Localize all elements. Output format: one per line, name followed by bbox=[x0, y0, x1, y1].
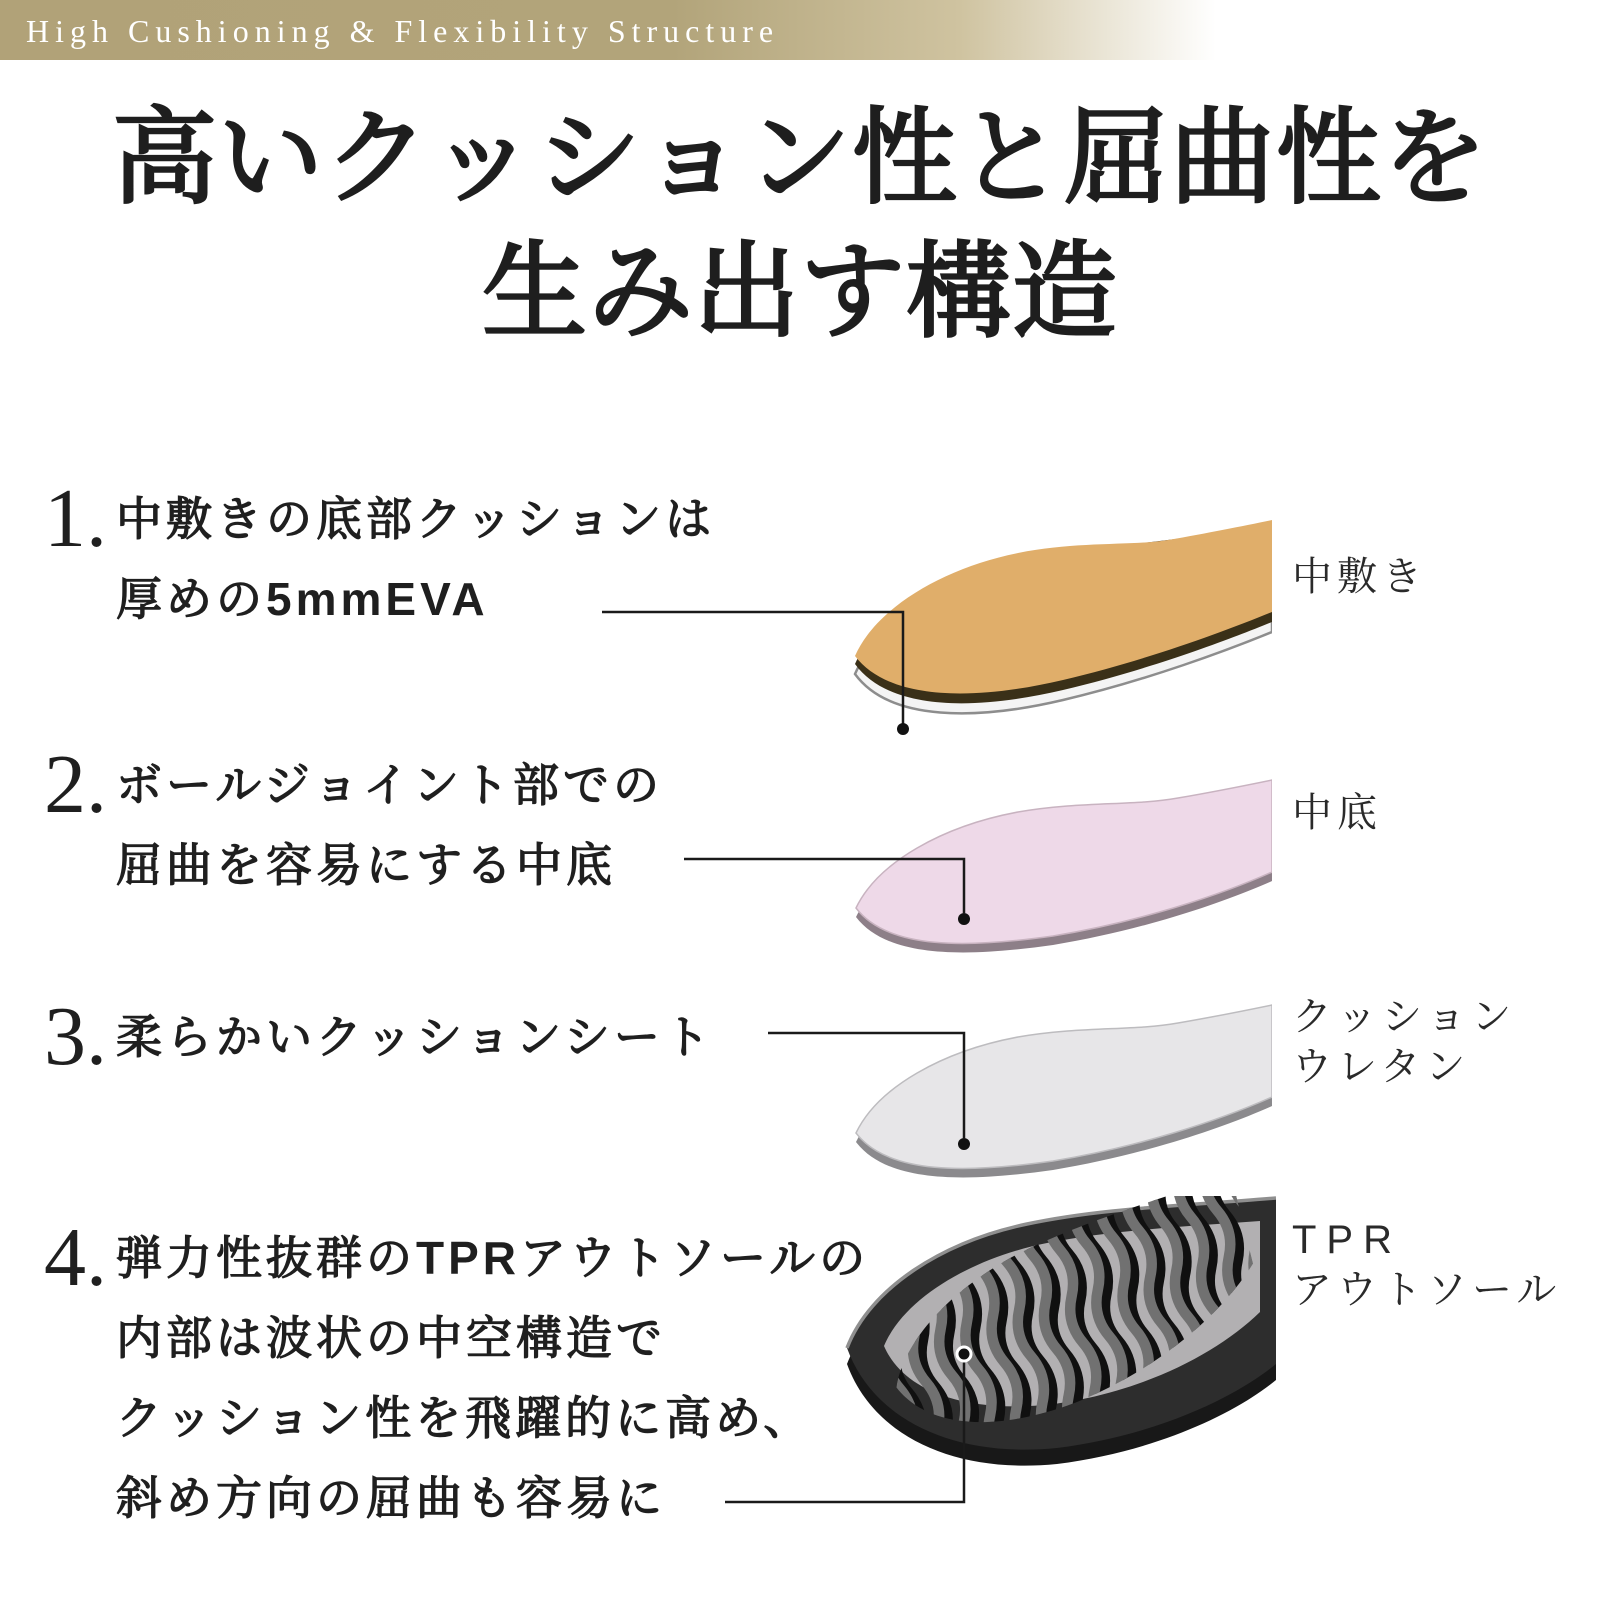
feature-item-4-line-1: 弾力性抜群のTPRアウトソールの bbox=[116, 1232, 870, 1284]
feature-item-2-line-2: 屈曲を容易にする中底 bbox=[116, 839, 616, 891]
feature-item-1-line-1: 中敷きの底部クッションは bbox=[116, 493, 716, 545]
midsole-layer-graphic bbox=[848, 760, 1272, 975]
layer-label-tpr-line-1: TPR bbox=[1292, 1218, 1402, 1262]
feature-item-2-line-1: ボールジョイント部での bbox=[116, 759, 664, 811]
feature-item-4-text bbox=[116, 1218, 869, 1538]
cushion-urethane-layer-graphic bbox=[848, 985, 1272, 1200]
feature-item-3-text bbox=[116, 997, 714, 1077]
feature-item-4-line-3: クッション性を飛躍的に高め、 bbox=[116, 1392, 814, 1444]
banner bbox=[0, 0, 1600, 60]
page-title-line-2: 生み出す構造 bbox=[481, 234, 1118, 351]
insole-top-shape bbox=[855, 520, 1272, 693]
midsole-top-shape bbox=[856, 780, 1272, 943]
feature-item-3-number: 3. bbox=[44, 990, 107, 1083]
feature-item-1 bbox=[44, 472, 716, 639]
page-title-line-1: 高いクッション性と屈曲性を bbox=[112, 100, 1488, 217]
banner-title: High Cushioning & Flexibility Structure bbox=[26, 13, 780, 49]
tpr-outsole-layer-graphic bbox=[842, 1196, 1276, 1468]
layer-label-insole-line-1: 中敷き bbox=[1292, 555, 1427, 599]
layer-label-cushion-line-2: ウレタン bbox=[1292, 1045, 1471, 1089]
feature-item-3-line-1: 柔らかいクッションシート bbox=[116, 1011, 714, 1063]
layer-label-midsole bbox=[1292, 788, 1382, 838]
feature-item-2-text bbox=[116, 745, 663, 905]
feature-item-2 bbox=[44, 738, 664, 905]
feature-item-2-number: 2. bbox=[44, 738, 107, 831]
feature-item-4-number: 4. bbox=[44, 1211, 107, 1304]
layer-label-midsole-line-1: 中底 bbox=[1292, 791, 1382, 835]
feature-item-4 bbox=[44, 1211, 870, 1538]
page-title bbox=[0, 92, 1600, 360]
layer-label-tpr-line-2: アウトソール bbox=[1292, 1268, 1562, 1312]
feature-item-4-line-2: 内部は波状の中空構造で bbox=[116, 1312, 666, 1364]
feature-item-1-number: 1. bbox=[44, 472, 107, 565]
cushion-top-shape bbox=[856, 1005, 1272, 1168]
insole-layer-graphic bbox=[848, 508, 1272, 758]
feature-item-4-line-4: 斜め方向の屈曲も容易に bbox=[116, 1472, 666, 1524]
feature-item-1-line-2: 厚めの5mmEVA bbox=[116, 573, 489, 625]
layer-label-tpr-outsole bbox=[1292, 1215, 1561, 1315]
layer-label-cushion-urethane bbox=[1292, 992, 1516, 1092]
layer-label-cushion-line-1: クッション bbox=[1292, 995, 1517, 1039]
feature-item-1-text bbox=[116, 479, 715, 639]
layer-label-insole bbox=[1292, 552, 1427, 602]
feature-item-3 bbox=[44, 990, 714, 1083]
